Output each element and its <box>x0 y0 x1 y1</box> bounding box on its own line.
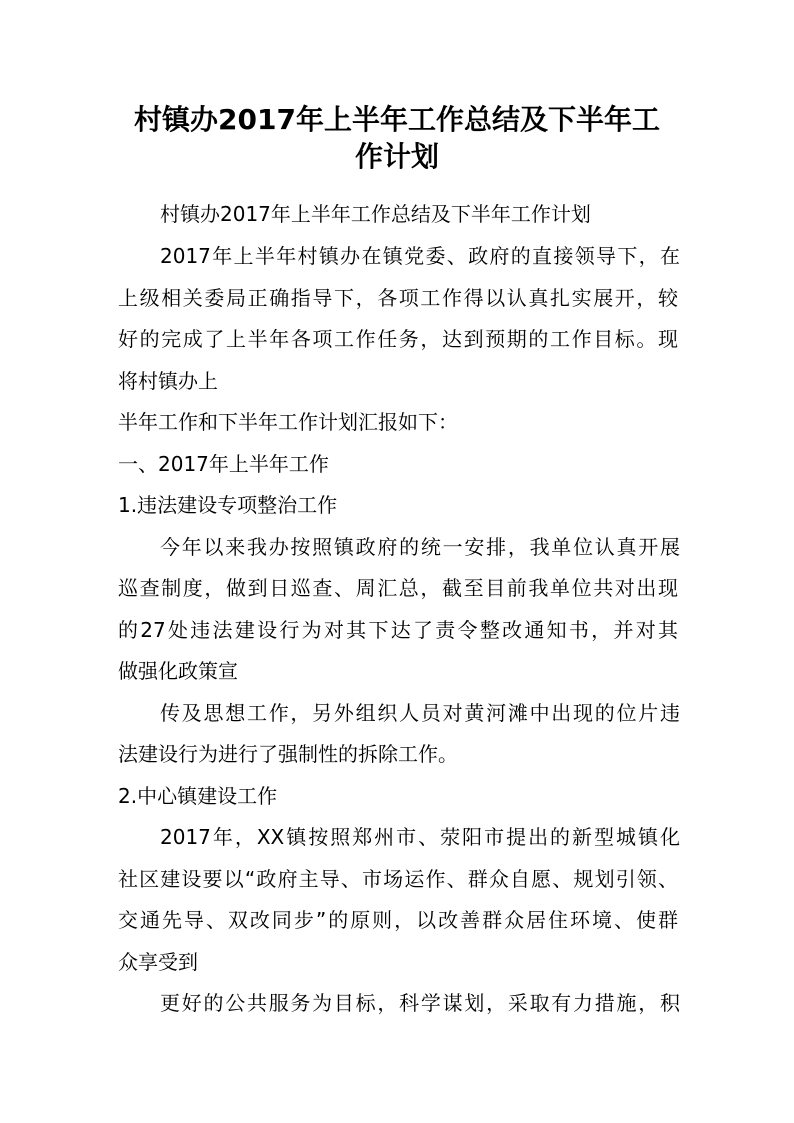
body-line: 半年工作和下半年工作计划汇报如下： <box>118 410 458 434</box>
body-line: 更好的公共服务为目标，科学谋划，采取有力措施，积 <box>160 991 680 1015</box>
document-title-line-1: 村镇办2017年上半年工作总结及下半年工 <box>134 103 660 136</box>
body-line: 法建设行为进行了强制性的拆除工作。 <box>118 742 458 766</box>
section-heading: 一、2017年上半年工作 <box>118 452 329 476</box>
document-title-line-2: 作计划 <box>354 140 439 173</box>
body-line: 社区建设要以“政府主导、市场运作、群众自愿、规划引领、 <box>118 867 678 891</box>
body-line: 的27处违法建设行为对其下达了责令整改通知书，并对其 <box>118 618 678 642</box>
subtitle-line: 村镇办2017年上半年工作总结及下半年工作计划 <box>160 202 591 226</box>
subsection-heading: 2.中心镇建设工作 <box>118 784 278 808</box>
body-line: 巡查制度，做到日巡查、周汇总，截至目前我单位共对出现 <box>118 576 678 600</box>
body-line: 众享受到 <box>118 950 198 974</box>
body-line: 今年以来我办按照镇政府的统一安排，我单位认真开展 <box>160 535 680 559</box>
subsection-heading: 1.违法建设专项整治工作 <box>118 493 338 517</box>
body-line: 上级相关委局正确指导下，各项工作得以认真扎实展开，较 <box>118 286 678 310</box>
body-line: 将村镇办上 <box>118 369 218 393</box>
body-line: 2017年，XX镇按照郑州市、荥阳市提出的新型城镇化 <box>160 825 680 849</box>
body-line: 2017年上半年村镇办在镇党委、政府的直接领导下，在 <box>160 244 680 268</box>
body-line: 好的完成了上半年各项工作任务，达到预期的工作目标。现 <box>118 327 678 351</box>
body-line: 交通先导、双改同步”的原则，以改善群众居住环境、使群 <box>118 908 678 932</box>
body-line: 做强化政策宣 <box>118 659 238 683</box>
body-line: 传及思想工作，另外组织人员对黄河滩中出现的位片违 <box>160 701 680 725</box>
